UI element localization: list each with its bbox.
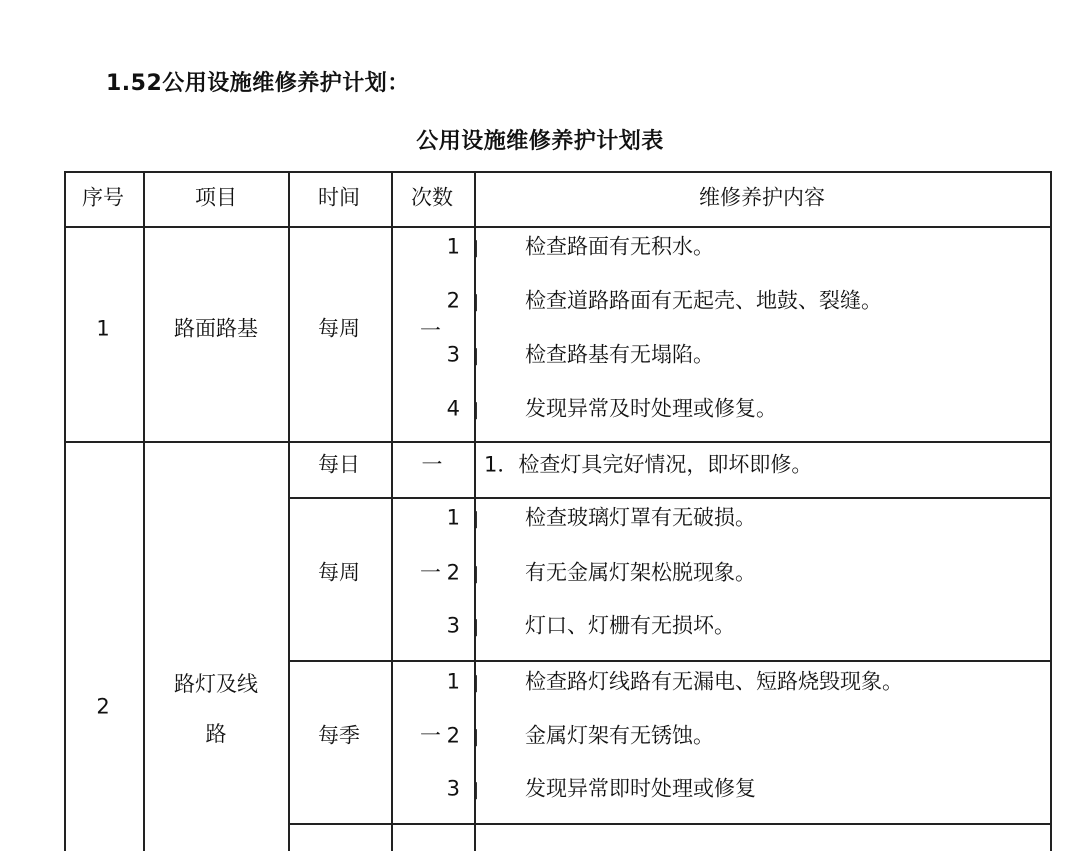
row2-weekly-time: 每周 <box>318 560 360 585</box>
section-heading: 1.52公用设施维修养护计划： <box>106 71 410 96</box>
row2-quarterly-item2-marker <box>476 729 477 746</box>
col-divider-seq <box>143 171 145 851</box>
row2-project-line2: 路 <box>205 722 227 746</box>
row2-quarterly-item2-num: 2 <box>446 723 460 748</box>
row2-quarterly-item3-text: 发现异常即时处理或修复 <box>525 776 756 801</box>
row1-item4-text: 发现异常及时处理或修复。 <box>525 396 777 421</box>
row2-weekly-item1-marker <box>476 511 477 528</box>
row1-item2-marker <box>476 294 477 311</box>
row2-weekly-item1-num: 1 <box>446 505 460 530</box>
row2-quarterly-count-dash: 一 <box>420 723 441 748</box>
row1-item1-marker <box>476 240 477 257</box>
weekly-divider <box>288 660 1052 662</box>
header-project: 项目 <box>195 185 237 210</box>
row2-quarterly-item2-text: 金属灯架有无锈蚀。 <box>525 723 714 748</box>
row2-daily-item1-text: 1．检查灯具完好情况，即坏即修。 <box>484 452 813 477</box>
row2-weekly-item3-num: 3 <box>446 613 460 638</box>
row2-quarterly-item3-marker <box>476 782 477 799</box>
row1-project: 路面路基 <box>174 316 258 341</box>
quarterly-divider <box>288 823 1052 825</box>
row2-project <box>156 659 276 759</box>
row1-time: 每周 <box>318 316 360 341</box>
row1-item3-marker <box>476 348 477 365</box>
table-title: 公用设施维修养护计划表 <box>416 129 664 154</box>
header-divider <box>64 226 1052 228</box>
daily-divider <box>288 497 1052 499</box>
header-time: 时间 <box>318 185 360 210</box>
row1-item3-num: 3 <box>446 342 460 367</box>
row2-quarterly-item3-num: 3 <box>446 776 460 801</box>
row2-quarterly-item1-num: 1 <box>446 669 460 694</box>
row1-count-dash: 一 <box>420 318 441 343</box>
row1-item1-num: 1 <box>446 234 460 259</box>
row2-seq: 2 <box>96 694 110 719</box>
row2-project-line1: 路灯及线 <box>174 672 258 696</box>
header-seq: 序号 <box>82 185 124 210</box>
row1-item2-text: 检查道路路面有无起壳、地鼓、裂缝。 <box>525 288 882 313</box>
row1-item2-num: 2 <box>446 288 460 313</box>
row2-weekly-item3-text: 灯口、灯栅有无损坏。 <box>525 613 735 638</box>
maintenance-table <box>64 171 1052 851</box>
row2-weekly-item2-text: 有无金属灯架松脱现象。 <box>525 560 756 585</box>
table-border-top <box>64 171 1052 173</box>
row2-daily-time: 每日 <box>318 452 360 477</box>
row1-seq: 1 <box>96 316 110 341</box>
row1-item4-marker <box>476 402 477 419</box>
row2-weekly-count-dash: 一 <box>420 560 441 585</box>
table-border-left <box>64 171 66 851</box>
row2-quarterly-time: 每季 <box>318 723 360 748</box>
row2-weekly-item3-marker <box>476 619 477 636</box>
col-divider-time <box>391 171 393 851</box>
row2-weekly-item2-num: 2 <box>446 560 460 585</box>
col-divider-project <box>288 171 290 851</box>
header-content: 维修养护内容 <box>699 185 825 210</box>
row2-quarterly-item1-marker <box>476 675 477 692</box>
row1-item1-text: 检查路面有无积水。 <box>525 234 714 259</box>
row1-divider <box>64 441 1052 443</box>
row2-daily-count-dash: 一 <box>421 452 443 477</box>
row2-weekly-item2-marker <box>476 566 477 583</box>
row2-quarterly-item1-text: 检查路灯线路有无漏电、短路烧毁现象。 <box>525 669 903 694</box>
row2-weekly-item1-text: 检查玻璃灯罩有无破损。 <box>525 505 756 530</box>
row1-item4-num: 4 <box>446 396 460 421</box>
header-count: 次数 <box>411 185 453 210</box>
table-border-right <box>1050 171 1052 851</box>
row1-item3-text: 检查路基有无塌陷。 <box>525 342 714 367</box>
